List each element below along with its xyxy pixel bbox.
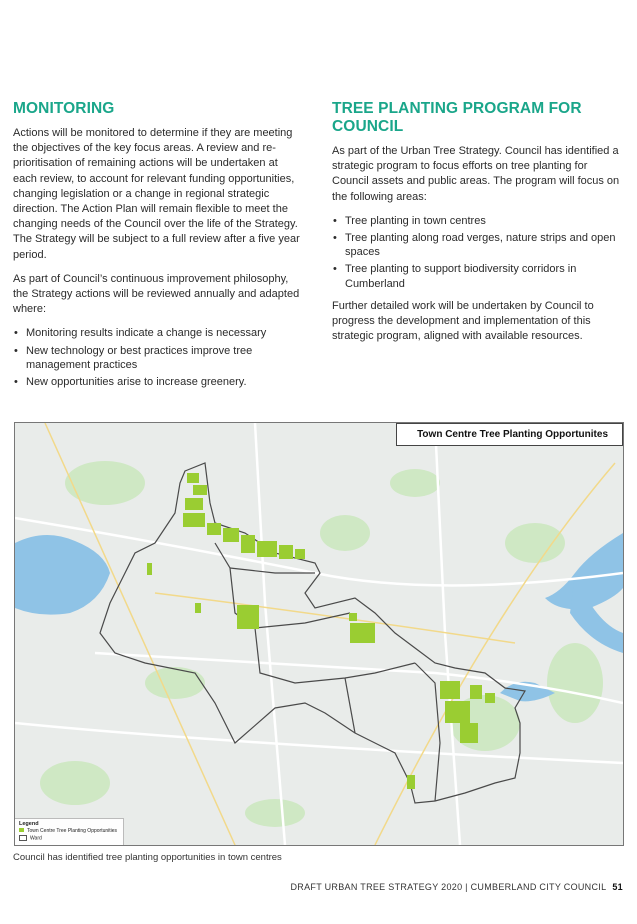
monitoring-paragraph-1: Actions will be monitored to determine if they are meeting the objectives of the key focus areas. A review and re-prioritisation of remaining actions will be undertaken at each review, to account for relevant funding opportunities, changing legislation or a change in regional strategic direction. The Action Plan will remain flexible to meet the changing needs of the Council over the life of the Strategy. The Strategy will be subject to a full review after a five year period.	[13, 127, 300, 261]
map-title: Town Centre Tree Planting Opportunites	[396, 423, 623, 446]
list-item: • New opportunities arise to increase greenery.	[13, 375, 301, 389]
program-heading: TREE PLANTING PROGRAM FOR COUNCIL	[332, 100, 582, 135]
list-item: • Tree planting along road verges, nature strips and open spaces	[332, 231, 620, 259]
tree-planting-program-section	[332, 100, 620, 353]
monitoring-bullet-list	[13, 326, 301, 389]
legend-label: Town Centre Tree Planting Opportunities	[27, 827, 118, 834]
town-centre-map	[14, 422, 624, 846]
monitoring-paragraph-2: As part of Council’s continuous improvement philosophy, the Strategy actions will be reviewed annually and adapted where:	[13, 272, 300, 316]
program-intro: As part of the Urban Tree Strategy. Council has identified a strategic program to focus efforts on tree planting for Council assets and public areas. The program will focus on the following areas:	[332, 145, 620, 203]
legend-item-ward	[19, 835, 117, 842]
program-outro: Further detailed work will be undertaken by Council to progress the development and implementation of this strategic program, aligned with available resources.	[332, 299, 594, 343]
map-graphic	[15, 423, 623, 845]
monitoring-section	[13, 100, 301, 397]
planting-swatch	[19, 828, 24, 832]
legend-item-planting	[19, 828, 117, 835]
monitoring-heading: MONITORING	[13, 100, 115, 117]
footer-text: DRAFT URBAN TREE STRATEGY 2020 | CUMBERLAND CITY COUNCIL	[290, 882, 607, 892]
legend-title: Legend	[19, 820, 39, 827]
ward-swatch	[19, 835, 27, 841]
list-item: • Monitoring results indicate a change is necessary	[13, 326, 301, 340]
program-bullet-list	[332, 214, 620, 291]
page-number: 51	[612, 882, 623, 892]
list-item: • New technology or best practices improve tree management practices	[13, 344, 301, 372]
list-item: • Tree planting in town centres	[332, 214, 620, 228]
map-legend	[15, 818, 124, 845]
map-caption: Council has identified tree planting opportunities in town centres	[13, 852, 282, 863]
page-footer	[291, 882, 624, 892]
legend-label: Ward	[30, 835, 42, 841]
list-item: • Tree planting to support biodiversity corridors in Cumberland	[332, 262, 620, 290]
